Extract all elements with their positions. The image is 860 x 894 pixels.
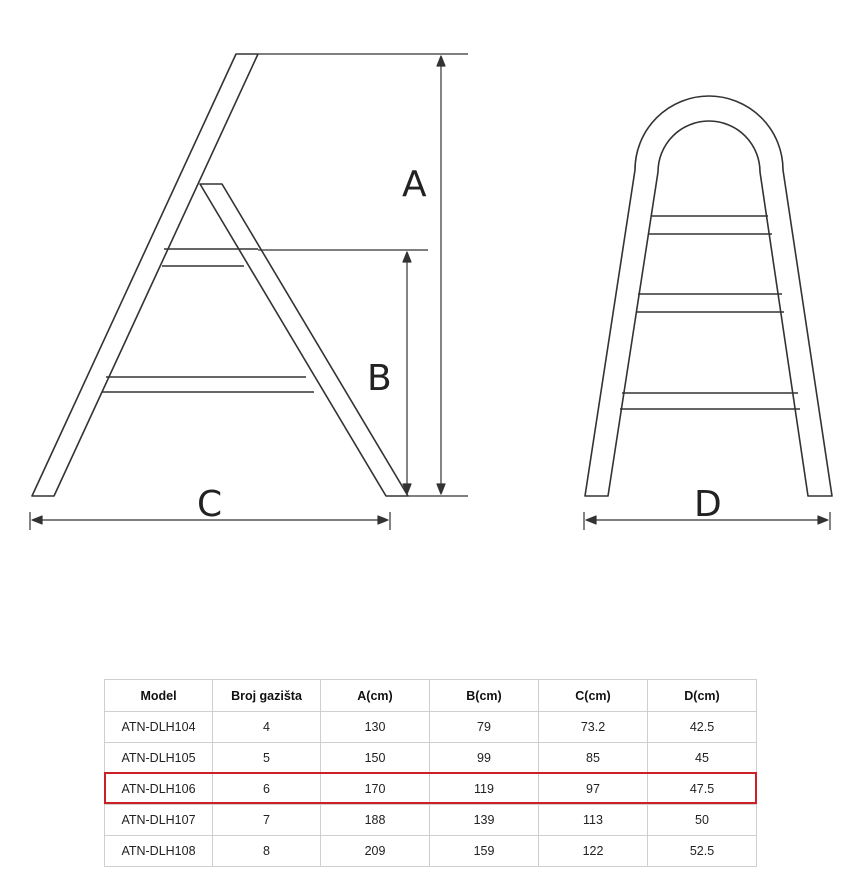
- dimension-b-label: B: [367, 358, 392, 399]
- cell-c: 113: [539, 805, 648, 836]
- table-header-row: [105, 680, 757, 712]
- table-row-highlighted: [105, 774, 757, 805]
- dimension-a-label: A: [402, 164, 427, 205]
- front-view-step: [636, 294, 784, 312]
- side-view-rear-leg: [200, 184, 408, 496]
- cell-step-count: 4: [213, 712, 321, 743]
- front-view-frame: [585, 96, 832, 496]
- cell-b: 159: [430, 836, 539, 867]
- cell-c: 122: [539, 836, 648, 867]
- header-b: B(cm): [430, 680, 539, 712]
- table-row: [105, 805, 757, 836]
- header-c: C(cm): [539, 680, 648, 712]
- cell-c: 73.2: [539, 712, 648, 743]
- cell-a: 188: [321, 805, 430, 836]
- header-a: A(cm): [321, 680, 430, 712]
- dimension-d-label: D: [694, 484, 722, 525]
- cell-model: ATN-DLH108: [105, 836, 213, 867]
- cell-model: ATN-DLH106: [105, 774, 213, 805]
- table-row: [105, 712, 757, 743]
- side-view-front-leg: [32, 54, 258, 496]
- cell-c: 97: [539, 774, 648, 805]
- cell-model: ATN-DLH104: [105, 712, 213, 743]
- table-row: [105, 743, 757, 774]
- side-view-step: [102, 377, 314, 392]
- cell-d: 52.5: [648, 836, 757, 867]
- header-step-count: Broj gazišta: [213, 680, 321, 712]
- cell-step-count: 8: [213, 836, 321, 867]
- cell-d: 45: [648, 743, 757, 774]
- dimension-c-label: C: [197, 484, 223, 525]
- cell-a: 150: [321, 743, 430, 774]
- header-d: D(cm): [648, 680, 757, 712]
- cell-d: 47.5: [648, 774, 757, 805]
- dimensions-table-wrapper: [104, 679, 756, 867]
- front-view-step: [648, 216, 772, 234]
- cell-d: 42.5: [648, 712, 757, 743]
- cell-a: 209: [321, 836, 430, 867]
- cell-b: 99: [430, 743, 539, 774]
- cell-step-count: 5: [213, 743, 321, 774]
- cell-b: 79: [430, 712, 539, 743]
- cell-step-count: 7: [213, 805, 321, 836]
- header-model: Model: [105, 680, 213, 712]
- cell-b: 139: [430, 805, 539, 836]
- cell-b: 119: [430, 774, 539, 805]
- cell-a: 130: [321, 712, 430, 743]
- cell-c: 85: [539, 743, 648, 774]
- cell-model: ATN-DLH105: [105, 743, 213, 774]
- cell-model: ATN-DLH107: [105, 805, 213, 836]
- dimensions-table: [104, 679, 757, 867]
- cell-d: 50: [648, 805, 757, 836]
- table-row: [105, 836, 757, 867]
- front-view-step: [620, 393, 800, 409]
- cell-step-count: 6: [213, 774, 321, 805]
- cell-a: 170: [321, 774, 430, 805]
